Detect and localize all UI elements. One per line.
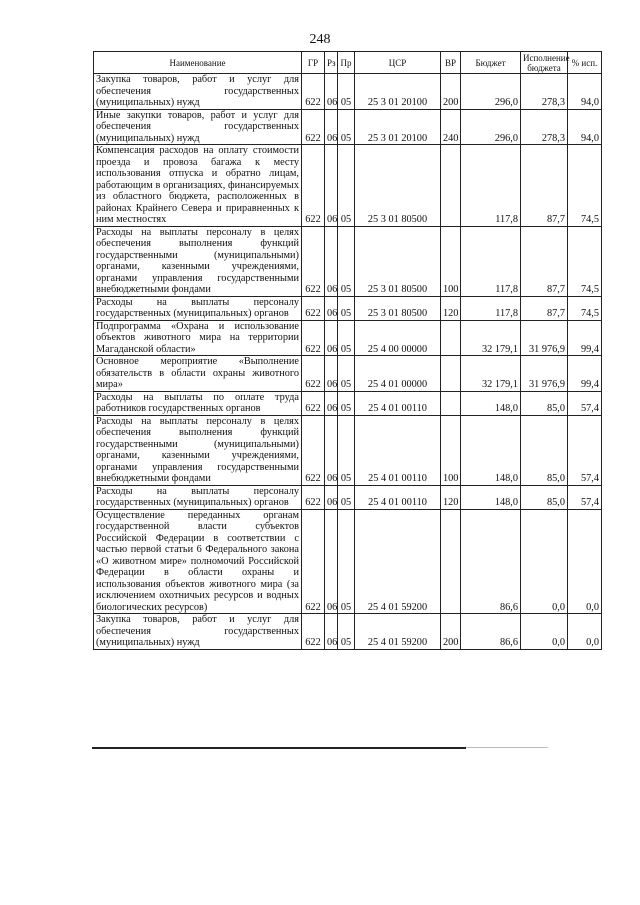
table-row xyxy=(94,391,602,415)
row-name: Основное мероприятие «Выполнение обязательств в области охраны животного мира» xyxy=(94,356,302,392)
row-name: Осуществление переданных органам государственной власти субъектов Российской Федерации в соответствии с частью первой статьи 6 Федерального закона «О животном мире» полномочий Российской Федерации в области охраны и использования объектов животного мира (за исключением охотничьих ресурсов и водных биологических ресурсов) xyxy=(94,509,302,614)
row-name: Расходы на выплаты по оплате труда работников государственных органов xyxy=(94,391,302,415)
header-percent: % исп. xyxy=(568,52,602,74)
row-csr: 25 4 01 00110 xyxy=(355,485,441,509)
row-budget: 86,6 xyxy=(461,509,521,614)
row-execution: 0,0 xyxy=(521,509,568,614)
row-gr: 622 xyxy=(302,74,325,110)
row-execution: 87,7 xyxy=(521,145,568,227)
row-name: Иные закупки товаров, работ и услуг для обеспечения государственных (муниципальных) нужд xyxy=(94,109,302,145)
row-percent: 74,5 xyxy=(568,145,602,227)
header-execution: Исполнение бюджета xyxy=(521,52,568,74)
row-pr: 05 xyxy=(338,296,355,320)
row-name: Расходы на выплаты персоналу государственных (муниципальных) органов xyxy=(94,296,302,320)
row-pr: 05 xyxy=(338,109,355,145)
row-pr: 05 xyxy=(338,320,355,356)
row-budget: 296,0 xyxy=(461,74,521,110)
table-row xyxy=(94,415,602,485)
row-csr: 25 3 01 80500 xyxy=(355,145,441,227)
row-execution: 31 976,9 xyxy=(521,356,568,392)
row-vr: 120 xyxy=(441,485,461,509)
row-pr: 05 xyxy=(338,415,355,485)
row-pr: 05 xyxy=(338,614,355,650)
row-execution: 278,3 xyxy=(521,109,568,145)
row-vr xyxy=(441,509,461,614)
table-row xyxy=(94,356,602,392)
row-percent: 74,5 xyxy=(568,226,602,296)
row-csr: 25 4 01 00110 xyxy=(355,391,441,415)
row-budget: 117,8 xyxy=(461,145,521,227)
row-budget: 86,6 xyxy=(461,614,521,650)
header-gr: ГР xyxy=(302,52,325,74)
row-rz: 06 xyxy=(325,296,338,320)
row-gr: 622 xyxy=(302,320,325,356)
row-csr: 25 3 01 20100 xyxy=(355,109,441,145)
row-percent: 74,5 xyxy=(568,296,602,320)
row-rz: 06 xyxy=(325,356,338,392)
row-percent: 94,0 xyxy=(568,74,602,110)
header-csr: ЦСР xyxy=(355,52,441,74)
header-vr: ВР xyxy=(441,52,461,74)
row-vr: 100 xyxy=(441,415,461,485)
row-vr: 240 xyxy=(441,109,461,145)
row-execution: 278,3 xyxy=(521,74,568,110)
row-execution: 85,0 xyxy=(521,415,568,485)
row-gr: 622 xyxy=(302,391,325,415)
row-vr xyxy=(441,391,461,415)
row-budget: 32 179,1 xyxy=(461,356,521,392)
row-pr: 05 xyxy=(338,485,355,509)
row-pr: 05 xyxy=(338,226,355,296)
row-budget: 148,0 xyxy=(461,485,521,509)
table-row xyxy=(94,320,602,356)
row-name: Подпрограмма «Охрана и использование объектов животного мира на территории Магаданской области» xyxy=(94,320,302,356)
row-percent: 99,4 xyxy=(568,320,602,356)
header-rz: Рз xyxy=(325,52,338,74)
row-rz: 06 xyxy=(325,109,338,145)
row-rz: 06 xyxy=(325,614,338,650)
row-percent: 94,0 xyxy=(568,109,602,145)
row-vr: 200 xyxy=(441,614,461,650)
row-percent: 57,4 xyxy=(568,415,602,485)
row-gr: 622 xyxy=(302,509,325,614)
row-percent: 57,4 xyxy=(568,485,602,509)
row-vr xyxy=(441,320,461,356)
row-pr: 05 xyxy=(338,74,355,110)
row-execution: 87,7 xyxy=(521,226,568,296)
row-vr: 120 xyxy=(441,296,461,320)
row-rz: 06 xyxy=(325,226,338,296)
row-rz: 06 xyxy=(325,145,338,227)
row-gr: 622 xyxy=(302,614,325,650)
row-gr: 622 xyxy=(302,356,325,392)
table-row xyxy=(94,509,602,614)
row-percent: 0,0 xyxy=(568,614,602,650)
row-execution: 0,0 xyxy=(521,614,568,650)
row-execution: 85,0 xyxy=(521,391,568,415)
row-csr: 25 3 01 80500 xyxy=(355,226,441,296)
row-budget: 117,8 xyxy=(461,296,521,320)
row-gr: 622 xyxy=(302,145,325,227)
row-pr: 05 xyxy=(338,509,355,614)
header-name: Наименование xyxy=(94,52,302,74)
row-rz: 06 xyxy=(325,509,338,614)
row-csr: 25 3 01 20100 xyxy=(355,74,441,110)
row-rz: 06 xyxy=(325,320,338,356)
row-budget: 117,8 xyxy=(461,226,521,296)
budget-table xyxy=(93,51,602,650)
header-pr: Пр xyxy=(338,52,355,74)
row-csr: 25 4 01 59200 xyxy=(355,614,441,650)
row-csr: 25 4 00 00000 xyxy=(355,320,441,356)
row-pr: 05 xyxy=(338,391,355,415)
row-name: Компенсация расходов на оплату стоимости проезда и провоза багажа к месту использования отпуска и обратно лицам, работающим в организациях, финансируемых из областного бюджета, расположенных в районах Крайнего Севера и приравненных к ним местностях xyxy=(94,145,302,227)
row-gr: 622 xyxy=(302,226,325,296)
row-execution: 85,0 xyxy=(521,485,568,509)
row-pr: 05 xyxy=(338,145,355,227)
row-execution: 87,7 xyxy=(521,296,568,320)
row-vr: 100 xyxy=(441,226,461,296)
row-percent: 0,0 xyxy=(568,509,602,614)
row-budget: 148,0 xyxy=(461,391,521,415)
row-budget: 296,0 xyxy=(461,109,521,145)
row-csr: 25 4 01 00000 xyxy=(355,356,441,392)
table-row xyxy=(94,109,602,145)
table-row xyxy=(94,485,602,509)
row-rz: 06 xyxy=(325,391,338,415)
table-row xyxy=(94,74,602,110)
row-budget: 32 179,1 xyxy=(461,320,521,356)
table-header-row xyxy=(94,52,602,74)
row-percent: 57,4 xyxy=(568,391,602,415)
row-gr: 622 xyxy=(302,109,325,145)
row-csr: 25 4 01 59200 xyxy=(355,509,441,614)
footer-rule xyxy=(92,747,466,749)
row-csr: 25 3 01 80500 xyxy=(355,296,441,320)
table-row xyxy=(94,296,602,320)
row-name: Закупка товаров, работ и услуг для обеспечения государственных (муниципальных) нужд xyxy=(94,614,302,650)
row-gr: 622 xyxy=(302,415,325,485)
row-vr xyxy=(441,145,461,227)
row-name: Закупка товаров, работ и услуг для обеспечения государственных (муниципальных) нужд xyxy=(94,74,302,110)
row-rz: 06 xyxy=(325,485,338,509)
row-vr xyxy=(441,356,461,392)
row-name: Расходы на выплаты персоналу государственных (муниципальных) органов xyxy=(94,485,302,509)
row-csr: 25 4 01 00110 xyxy=(355,415,441,485)
row-gr: 622 xyxy=(302,485,325,509)
row-pr: 05 xyxy=(338,356,355,392)
row-name: Расходы на выплаты персоналу в целях обеспечения выполнения функций государственными (муниципальными) органами, казенными учреждениями, органами управления государственными внебюджетными фондами xyxy=(94,226,302,296)
row-execution: 31 976,9 xyxy=(521,320,568,356)
row-vr: 200 xyxy=(441,74,461,110)
footer-rule-faint xyxy=(466,747,548,748)
row-budget: 148,0 xyxy=(461,415,521,485)
table-row xyxy=(94,614,602,650)
page-number: 248 xyxy=(309,32,331,47)
row-percent: 99,4 xyxy=(568,356,602,392)
table-row xyxy=(94,226,602,296)
row-rz: 06 xyxy=(325,415,338,485)
table-row xyxy=(94,145,602,227)
header-budget: Бюджет xyxy=(461,52,521,74)
row-name: Расходы на выплаты персоналу в целях обеспечения выполнения функций государственными (муниципальными) органами, казенными учреждениями, органами управления государственными внебюджетными фондами xyxy=(94,415,302,485)
row-gr: 622 xyxy=(302,296,325,320)
row-rz: 06 xyxy=(325,74,338,110)
